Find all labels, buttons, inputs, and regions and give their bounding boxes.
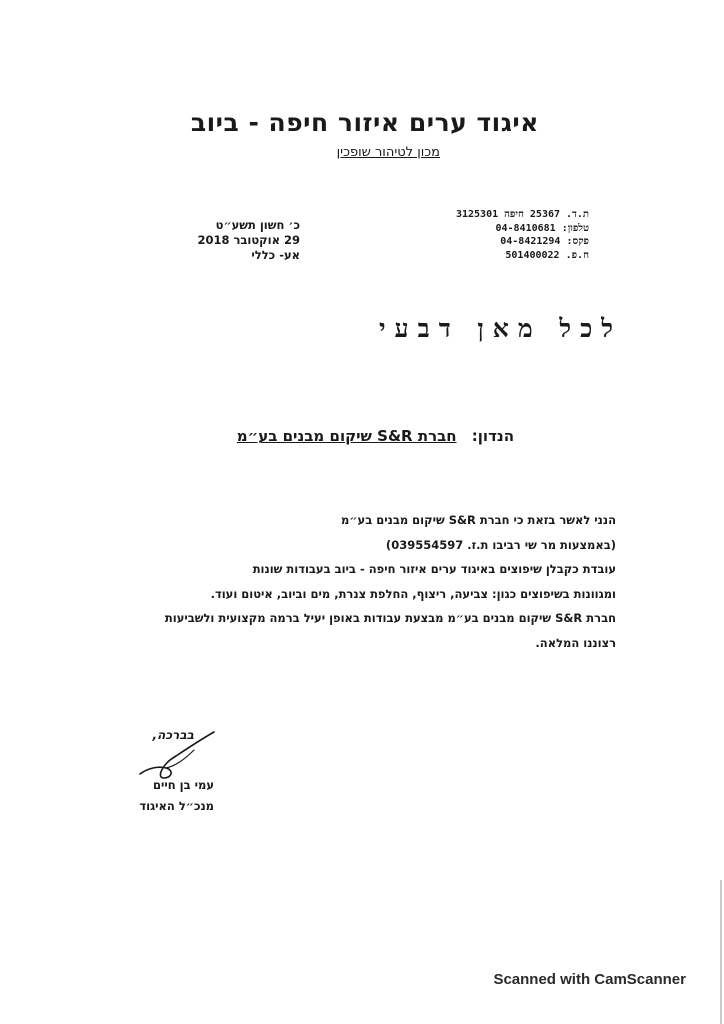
subject-text: חברת S&R שיקום מבנים בע״מ [236,427,457,445]
subject-label: הנדון: [471,427,514,445]
contact-block [456,208,589,262]
body-line: הנני לאשר בזאת כי חברת S&R שיקום מבנים בע״מ [341,513,616,527]
contact-phone: טלפון: 04-8410681 [495,222,589,234]
scan-edge-divider [720,880,722,1024]
signer-name: עמי בן חיים [152,778,214,792]
scanner-watermark: Scanned with CamScanner [493,971,686,988]
signer-title: מנכ״ל האיגוד [139,799,214,813]
body-line: רצוננו המלאה. [535,635,616,650]
date-block [197,218,300,263]
contact-address: ת.ד. 25367 חיפה 3125301 [455,209,589,220]
letter-body [96,508,616,655]
contact-company-id: ח.פ. 501400022 [505,249,589,261]
date-gregorian: 29 אוקטובר 2018 [197,233,300,247]
signer-block [139,775,214,817]
org-subtitle: מכון לטיהור שופכין [336,145,440,160]
contact-fax: פקס: 04-8421294 [500,236,589,247]
body-line: (באמצעות מר שי רביבו ת.ז. 039554597) [385,537,616,552]
body-line: ומגוונות בשיפוצים כגון: צביעה, ריצוף, החלפת צנרת, מים וביוב, איטום ועוד. [210,586,616,601]
org-name: איגוד ערים איזור חיפה - ביוב [190,108,539,137]
closing-greeting: בברכה, [152,728,194,742]
date-reference: אע- כללי [251,248,300,262]
subject-line [237,427,514,445]
body-line: חברת S&R שיקום מבנים בע״מ מבצעת עבודות באופן יעיל ברמה מקצועית ולשביעות [164,611,616,625]
body-line: עובדת כקבלן שיפוצים באיגוד ערים איזור חיפה - ביוב בעבודות שונות [252,562,616,576]
date-hebrew: כ׳ חשון תשע״ט [215,218,300,232]
addressee: לכל מאן דבעי [378,314,622,343]
